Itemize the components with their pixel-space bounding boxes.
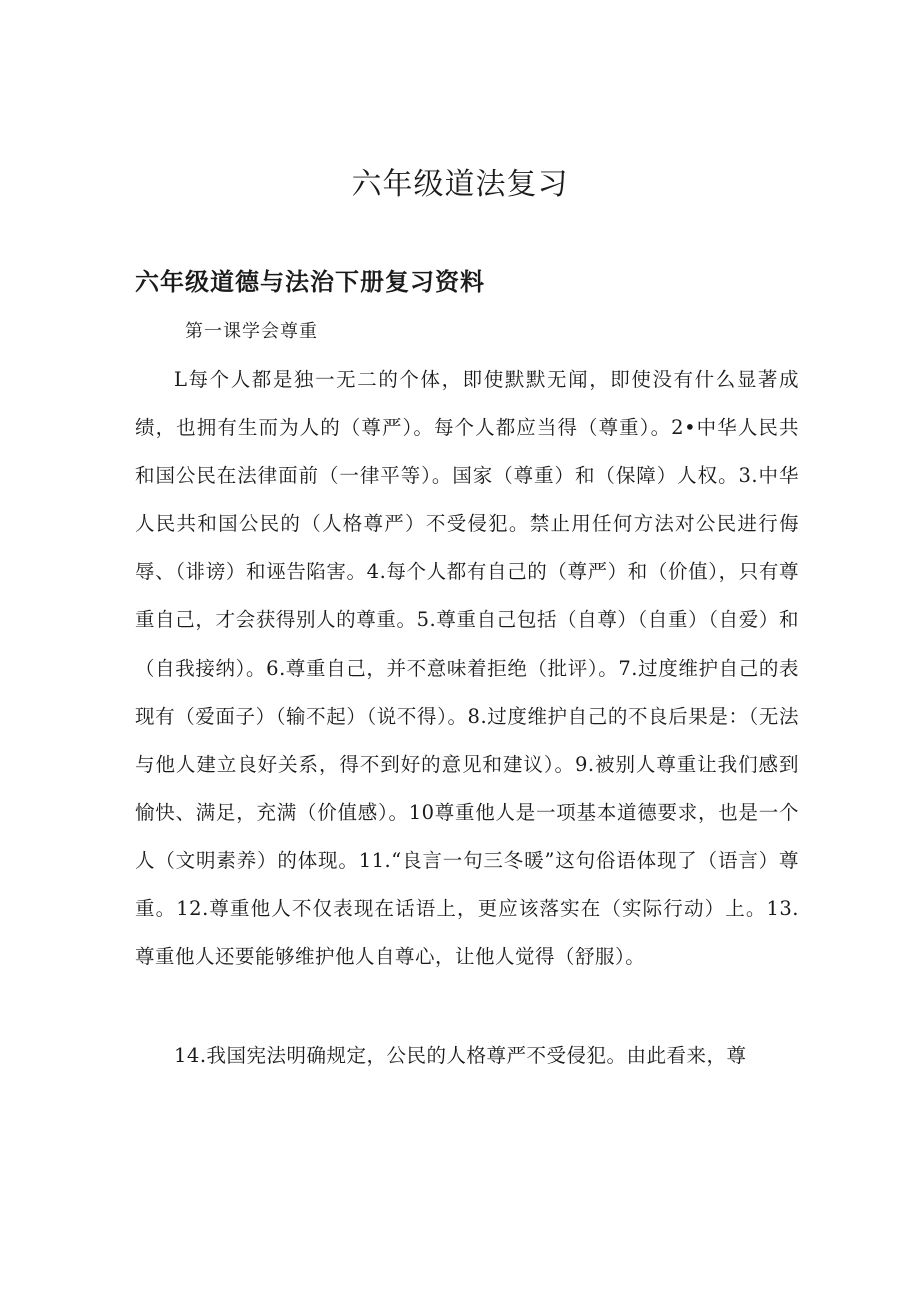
- body-paragraph: 14.我国宪法明确规定，公民的人格尊严不受侵犯。由此看来，尊: [174, 1044, 747, 1067]
- body-paragraph: L每个人都是独一无二的个体，即使默默无闻，即使没有什么显著成绩，也拥有生而为人的（尊严）。每个人都应当得（尊重）。2•中华人民共和国公民在法律面前（一律平等）。国家（尊重）和（保障）人权。3.中华人民共和国公民的（人格尊严）不受侵犯。禁止用任何方法对公民进行侮辱、（诽谤）和诬告陷害。4.每个人都有自己的（尊严）和（价值），只有尊重自己，才会获得别人的尊重。5.尊重自己包括（自尊）（自重）（自爱）和（自我接纳）。6.尊重自己，并不意味着拒绝（批评）。7.过度维护自己的表现有（爱面子）（输不起）（说不得）。8.过度维护自己的不良后果是：（无法与他人建立良好关系，得不到好的意见和建议）。9.被别人尊重让我们感到愉快、满足，充满（价值感）。10尊重他人是一项基本道德要求，也是一个人（文明素养）的体现。11.“良言一句三冬暖”这句俗语体现了（语言）尊重。12.尊重他人不仅表现在话语上，更应该落实在（实际行动）上。13.尊重他人还要能够维护他人自尊心，让他人觉得（舒服）。: [135, 368, 799, 969]
- section-heading: 六年级道德与法治下册复习资料: [135, 268, 485, 296]
- document-title: 六年级道法复习: [351, 167, 569, 202]
- lesson-title: 第一课学会尊重: [185, 321, 318, 342]
